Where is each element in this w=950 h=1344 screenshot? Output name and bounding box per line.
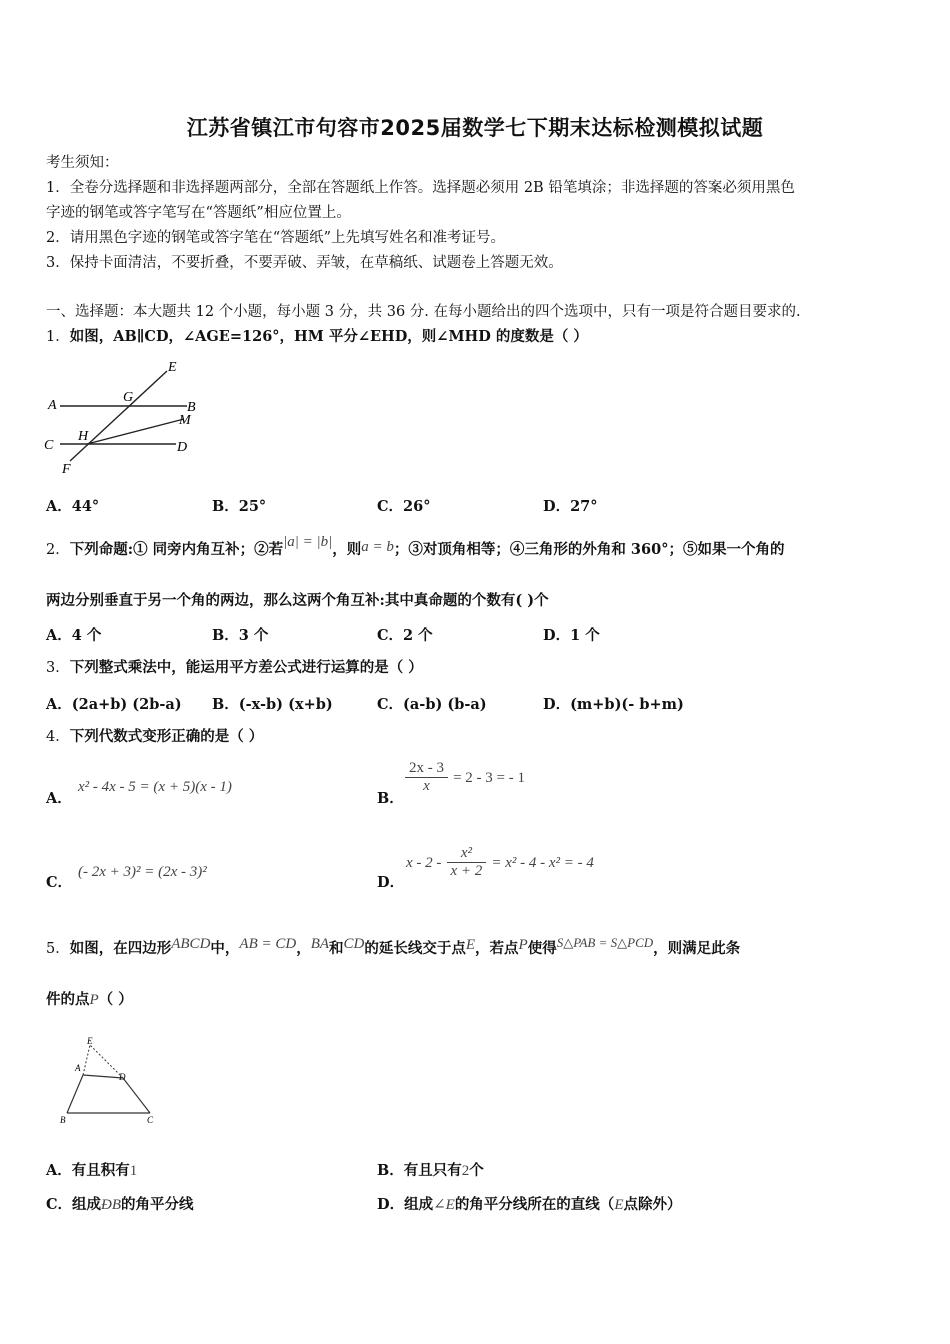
q5-number: 5． [46,941,70,957]
q2-option-b[interactable]: B．3 个 [212,627,269,644]
q5-math-3: BA [310,936,330,952]
label-H: H [78,429,89,444]
label-G: G [123,390,134,405]
q5-option-a-math: 1 [129,1163,138,1179]
q1-figure [40,355,210,480]
label-D-q5: D [119,1072,126,1082]
q5-text-3: ， [296,940,311,957]
q5-text-6: ，若点 [475,940,519,957]
notice-line-1b: 字迹的钢笔或答字笔写在“答题纸”相应位置上。 [46,205,351,221]
q5-option-b-suffix: 个 [469,1162,484,1179]
q1-option-a[interactable]: A．44° [46,498,100,515]
q5-figure [55,1035,165,1130]
label-A: A [48,398,57,413]
q2-text-2: ，则 [332,541,362,558]
q4-option-d-fraction [447,845,487,880]
label-E-q5: E [87,1036,93,1046]
q5-line2-text: 件的点 [46,991,90,1008]
label-B: B [187,400,196,415]
q3-option-a[interactable]: A．(2a+b) (2b-a) [46,696,182,713]
q5-line2-paren: （ ） [98,991,133,1008]
q5-math-6: P [518,937,528,953]
label-C-q5: C [147,1115,154,1125]
q4-option-b-label[interactable]: B． [377,790,404,807]
q3-stem [46,658,423,678]
q2-stem-line-2: 两边分别垂直于另一个角的两边，那么这两个角互补:其中真命题的个数有( )个 [46,592,549,609]
q5-line2-math: P [89,992,99,1008]
q5-text-8: ，则满足此条 [653,940,741,957]
q4-stem [46,727,263,747]
q4-option-b-expr [405,760,525,795]
label-D: D [177,440,188,455]
q2-option-d[interactable]: D．1 个 [543,627,600,644]
q5-option-a-text: A．有且积有 [46,1162,130,1179]
q5-option-d-math-2: E [614,1197,624,1213]
q4-option-a-label[interactable]: A． [46,790,72,807]
q3-text: 下列整式乘法中，能运用平方差公式进行运算的是（ ） [69,659,423,676]
q2-option-c[interactable]: C．2 个 [377,627,433,644]
q3-number: 3． [46,660,70,676]
q4-option-d-expr [406,845,594,880]
q2-math-1: |a| = |b| [283,534,333,550]
q5-math-5: E [465,937,476,953]
q2-math-2: a = b [361,539,394,555]
notice-line-2: 2．请用黑色字迹的钢笔或答字笔在“答题纸”上先填写姓名和准考证号。 [46,230,506,246]
label-B-q5: B [60,1115,66,1125]
q1-option-d[interactable]: D．27° [543,498,598,515]
q5-math-4: CD [343,936,365,952]
q5-math-2: AB = CD [239,936,297,952]
q5-text-1: 如图，在四边形 [69,940,172,957]
q2-text-1: 下列命题:① 同旁内角互补；②若 [69,541,284,558]
notice-heading: 考生须知： [46,155,119,171]
q5-stem-line-2 [46,990,133,1010]
q2-number: 2． [46,542,70,558]
q5-option-c[interactable] [46,1193,194,1214]
q5-text-2: 中， [210,940,240,957]
q3-option-b[interactable]: B．(-x-b) (x+b) [212,696,333,713]
q5-option-a[interactable] [46,1159,137,1180]
label-A-q5: A [75,1063,81,1073]
q2-option-a[interactable]: A．4 个 [46,627,102,644]
q5-text-7: 使得 [527,940,557,957]
q5-option-d-math: ∠E [433,1197,455,1213]
ext-ae [83,1045,90,1075]
label-F: F [62,462,71,477]
notice-line-3: 3．保持卡面清洁，不要折叠，不要弄破、弄皱，在草稿纸、试题卷上答题无效。 [46,255,563,271]
q5-option-d-suffix: 的角平分线所在的直线（ [454,1196,615,1213]
q5-math-7: S△PAB = S△PCD [556,935,654,950]
q4-option-d-rest: = x² - 4 - x² = - 4 [491,855,594,871]
line-ef [70,371,167,461]
q5-option-d-suffix-2: 点除外） [623,1196,682,1213]
side-dc [123,1078,150,1113]
q5-text-4: 和 [329,940,344,957]
q1-stem [46,327,588,347]
label-C: C [44,438,54,453]
q3-option-d[interactable]: D．(m+b)(- b+m) [543,696,684,713]
q4-option-b-fraction [405,760,448,795]
q5-option-b[interactable] [377,1159,484,1180]
q4-text: 下列代数式变形正确的是（ ） [69,728,264,745]
label-M: M [179,413,191,428]
q4-option-b-denominator: x [405,777,448,795]
q4-option-c-label[interactable]: C． [46,874,73,891]
q1-text: 如图，AB∥CD，∠AGE=126°，HM 平分∠EHD，则∠MHD 的度数是（ ） [69,328,588,345]
q5-stem [46,935,741,959]
q1-number: 1． [46,329,70,345]
q4-option-d-denominator: x + 2 [447,862,487,880]
q4-option-c-expr: (- 2x + 3)² = (2x - 3)² [78,864,207,880]
q4-option-a-expr: x² - 4x - 5 = (x + 5)(x - 1) [78,779,232,795]
q5-option-b-text: B．有且只有 [377,1162,462,1179]
q4-option-d-label[interactable]: D． [377,874,405,891]
q2-stem [46,534,785,560]
q5-math-1: ABCD [171,936,211,952]
side-ab [67,1075,83,1113]
q5-option-d[interactable] [377,1193,681,1214]
label-E: E [168,360,177,375]
notice-line-1a: 1．全卷分选择题和非选择题两部分，全部在答题纸上作答。选择题必须用 2B 铅笔填涂；非选择题的答案必须用黑色 [46,180,795,196]
q4-option-d-pre: x - 2 - [406,855,442,871]
section-heading: 一、选择题：本大题共 12 个小题，每小题 3 分，共 36 分. 在每小题给出的四个选项中，只有一项是符合题目要求的. [46,304,801,320]
q4-option-b-numerator: 2x - 3 [409,760,444,776]
q3-option-c[interactable]: C．(a-b) (b-a) [377,696,487,713]
q4-option-d-numerator: x² [460,845,472,861]
page-title: 江苏省镇江市句容市2025届数学七下期末达标检测模拟试题 [186,116,764,140]
q5-text-5: 的延长线交于点 [364,940,466,957]
q2-text-3: ；③对顶角相等；④三角形的外角和 360°；⑤如果一个角的 [393,541,785,558]
q5-option-d-text: D．组成 [377,1196,434,1213]
q5-option-c-suffix: 的角平分线 [121,1196,194,1213]
q5-option-b-math: 2 [461,1163,470,1179]
q5-option-c-text: C．组成 [46,1196,102,1213]
q1-option-b[interactable]: B．25° [212,498,267,515]
q5-option-c-math: ÐB [101,1197,122,1213]
q4-option-b-rest: = 2 - 3 = - 1 [453,770,526,786]
q4-number: 4． [46,729,70,745]
side-ad [83,1075,123,1078]
q1-option-c[interactable]: C．26° [377,498,431,515]
